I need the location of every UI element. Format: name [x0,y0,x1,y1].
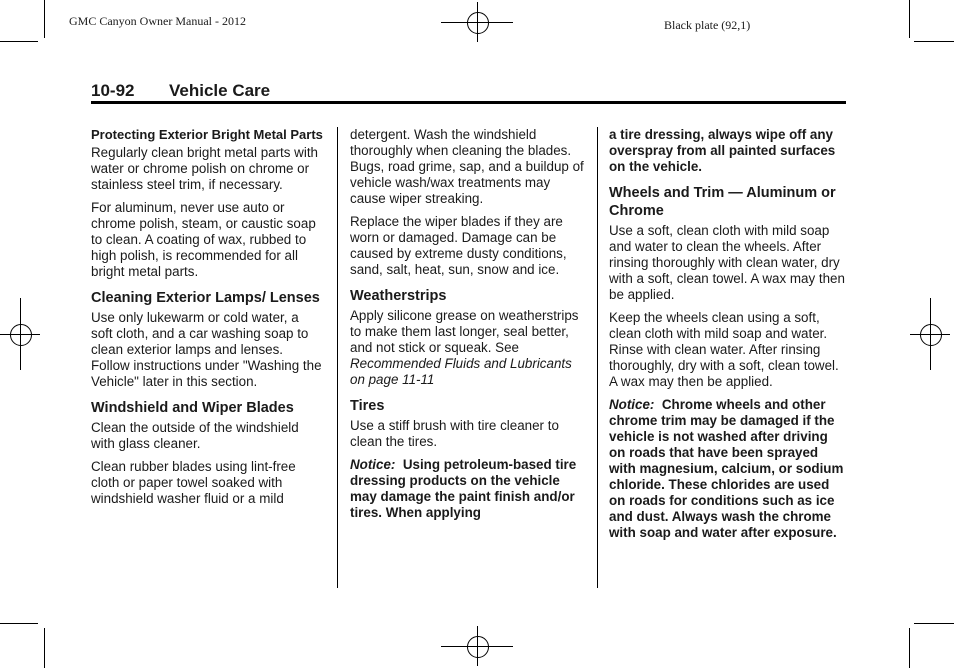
column-1 [91,127,323,514]
heading-windshield: Windshield and Wiper Blades [91,400,294,416]
paragraph: Regularly clean bright metal parts with water or chrome polish on chrome or stainless steel trim, if necessary. [91,145,319,192]
paragraph [350,308,586,388]
column-divider [337,127,338,588]
paragraph: For aluminum, never use auto or chrome polish, steam, or caustic soap to clean. A coating of wax, rubbed to high polish, is recommended for all bright metal parts. [91,200,316,279]
notice-label: Notice: [609,397,655,412]
plate-label: Black plate (92,1) [664,18,751,32]
page-number: 10-92 [91,81,135,100]
crop-mark [914,41,954,42]
crop-mark [914,623,954,624]
crop-mark [909,628,910,668]
notice-text: Using petroleum-based tire dressing products on the vehicle may damage the paint finish and/or tires. When applying [350,457,577,520]
heading-bright-metal: Protecting Exterior Bright Metal Parts [91,127,323,142]
column-3 [609,127,847,548]
notice-label: Notice: [350,457,396,472]
heading-tires: Tires [350,398,385,414]
notice-continued: a tire dressing, always wipe off any overspray from all painted surfaces on the vehicle. [609,127,836,174]
crop-mark [909,0,910,38]
paragraph: Keep the wheels clean using a soft, clean cloth with mild soap and water. Rinse with clean water. After rinsing thoroughly, dry with a soft, clean towel. A wax may then be applied. [609,310,839,389]
crop-mark [44,0,45,38]
registration-mark-bottom [441,626,513,666]
manual-title: GMC Canyon Owner Manual - 2012 [69,14,246,28]
notice-paragraph [350,457,586,521]
notice-text: Chrome wheels and other chrome trim may be damaged if the vehicle is not washed after driving on roads that have been sprayed with magnesium, calcium, or sodium chloride. These chlorides are used on roads for conditions such as ice and dust. Always wash the chrome with soap and water after exposure. [609,397,844,540]
paragraph: Use a stiff brush with tire cleaner to clean the tires. [350,418,559,449]
title-rule [91,101,846,104]
registration-mark-right [910,298,954,370]
paragraph-text: Apply silicone grease on weatherstrips to make them last longer, seal better, and not stick or squeak. See [350,308,579,355]
column-2 [350,127,586,528]
cross-reference-link[interactable]: Recommended Fluids and Lubricants on page 11-11 [350,356,572,387]
paragraph: Use a soft, clean cloth with mild soap and water to clean the wheels. After rinsing thoroughly with clean water, dry with a soft, clean towel. A wax may then be applied. [609,223,845,302]
registration-mark-top [441,2,513,42]
page-title-row [91,81,846,101]
crop-mark [44,628,45,668]
paragraph: detergent. Wash the windshield thoroughly when cleaning the blades. Bugs, road grime, sap, and a buildup of vehicle wash/wax treatments may cause wiper streaking. [350,127,584,206]
paragraph: Clean rubber blades using lint-free cloth or paper towel soaked with windshield washer fluid or a mild [91,459,296,506]
heading-lamps: Cleaning Exterior Lamps/ Lenses [91,290,320,306]
paragraph: Replace the wiper blades if they are worn or damaged. Damage can be caused by extreme dusty conditions, sand, salt, heat, sun, snow and ice. [350,214,567,277]
heading-wheels: Wheels and Trim — Aluminum or Chrome [609,185,836,219]
heading-weatherstrips: Weatherstrips [350,288,447,304]
notice-paragraph [609,397,847,541]
paragraph: Clean the outside of the windshield with glass cleaner. [91,420,299,451]
paragraph: Use only lukewarm or cold water, a soft cloth, and a car washing soap to clean exterior lamps and lenses. Follow instructions under "Washing the Vehicle" later in this section. [91,310,322,389]
section-title: Vehicle Care [169,81,271,100]
column-divider [597,127,598,588]
crop-mark [0,41,38,42]
registration-mark-left [0,298,44,370]
crop-mark [0,623,38,624]
